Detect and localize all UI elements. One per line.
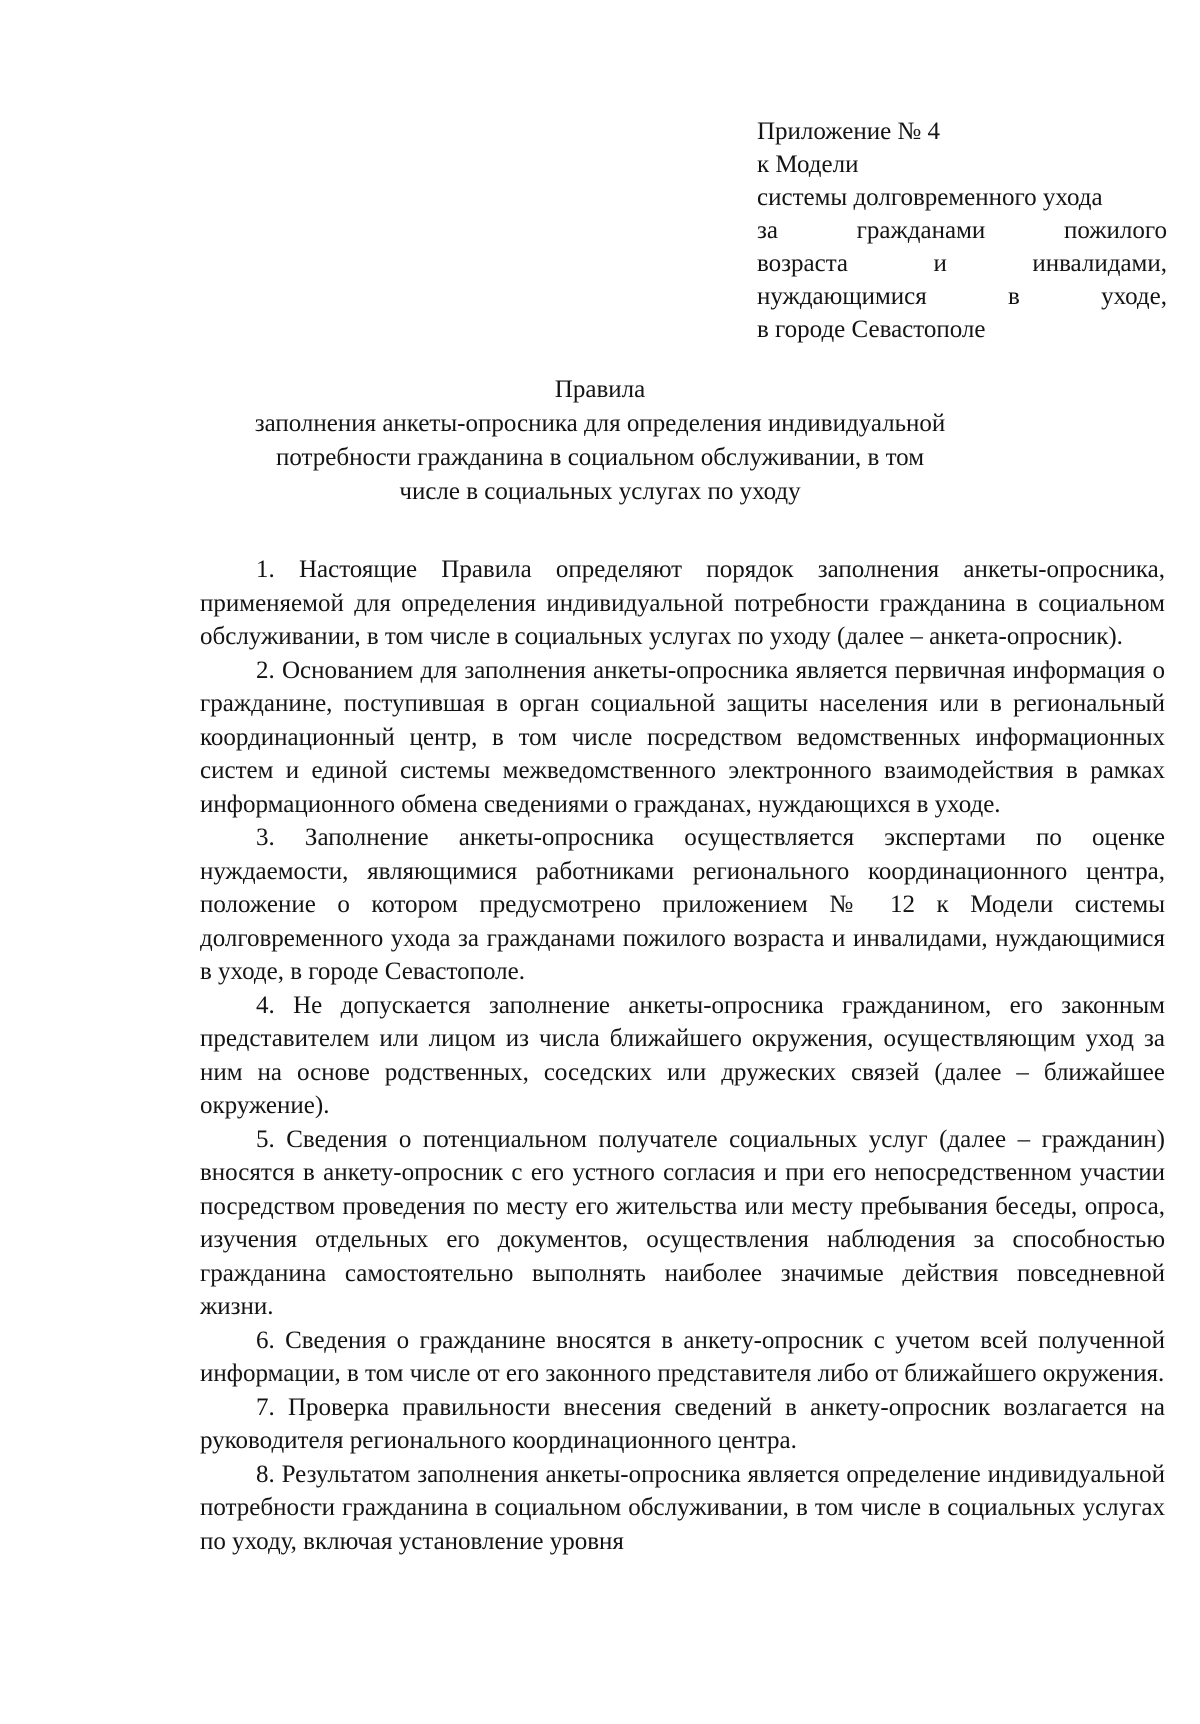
- paragraph-7: 7. Проверка правильности внесения сведений в анкету-опросник возлагается на руководителя регионального координационного центра.: [200, 1393, 1165, 1454]
- appendix-line: Приложение № 4: [757, 118, 941, 145]
- paragraph-4: 4. Не допускается заполнение анкеты-опросника гражданином, его законным представителем или лицом из числа ближайшего окружения, осуществляющим уход за ним на основе родственных, соседских или дружеских связей (далее – ближайшее окружение).: [200, 991, 1165, 1119]
- paragraph-8: 8. Результатом заполнения анкеты-опросника является определение индивидуальной потребности гражданина в социальном обслуживании, в том числе в социальных услугах по уходу, включая установление уровня: [200, 1460, 1165, 1555]
- appendix-header: [757, 115, 1167, 346]
- document-title: [240, 373, 960, 509]
- appendix-line: возраста и инвалидами,: [757, 250, 1167, 277]
- paragraph-2: 2. Основанием для заполнения анкеты-опросника является первичная информация о гражданине, поступившая в орган социальной защиты населения или в региональный координационный центр, в том числе посредством ведомственных информационных систем и единой системы межведомственного электронного взаимодействия в рамках информационного обмена сведениями о гражданах, нуждающихся в уходе.: [200, 656, 1165, 818]
- appendix-line: за гражданами пожилого: [757, 217, 1167, 244]
- title-line: потребности гражданина в социальном обслуживании, в том: [275, 444, 925, 471]
- paragraph-3: 3. Заполнение анкеты-опросника осуществляется экспертами по оценке нуждаемости, являющимися работниками регионального координационного центра, положение о котором предусмотрено приложением № 12 к Модели системы долговременного ухода за гражданами пожилого возраста и инвалидами, нуждающимися в уходе, в городе Севастополе.: [200, 824, 1165, 985]
- title-line: заполнения анкеты-опросника для определения индивидуальной: [254, 410, 946, 437]
- paragraph-1: 1. Настоящие Правила определяют порядок заполнения анкеты-опросника, применяемой для определения индивидуальной потребности гражданина в социальном обслуживании, в том числе в социальных услугах по уходу (далее – анкета-опросник).: [200, 556, 1165, 650]
- title-line: числе в социальных услугах по уходу: [399, 478, 801, 505]
- paragraph-6: 6. Сведения о гражданине вносятся в анкету-опросник с учетом всей полученной информации, в том числе от его законного представителя либо от ближайшего окружения.: [200, 1326, 1165, 1387]
- appendix-line: в городе Севастополе: [757, 316, 986, 343]
- appendix-line: нуждающимися в уходе,: [757, 283, 1167, 310]
- document-body: [200, 553, 1165, 1558]
- appendix-line: к Модели: [757, 151, 859, 178]
- appendix-line: системы долговременного ухода: [757, 184, 1103, 211]
- paragraph-5: 5. Сведения о потенциальном получателе социальных услуг (далее – гражданин) вносятся в анкету-опросник с его устного согласия и при его непосредственном участии посредством проведения по месту его жительства или месту пребывания беседы, опроса, изучения отдельных его документов, осуществления наблюдения за способностью гражданина самостоятельно выполнять наиболее значимые действия повседневной жизни.: [200, 1125, 1165, 1320]
- title-heading: Правила: [554, 376, 646, 403]
